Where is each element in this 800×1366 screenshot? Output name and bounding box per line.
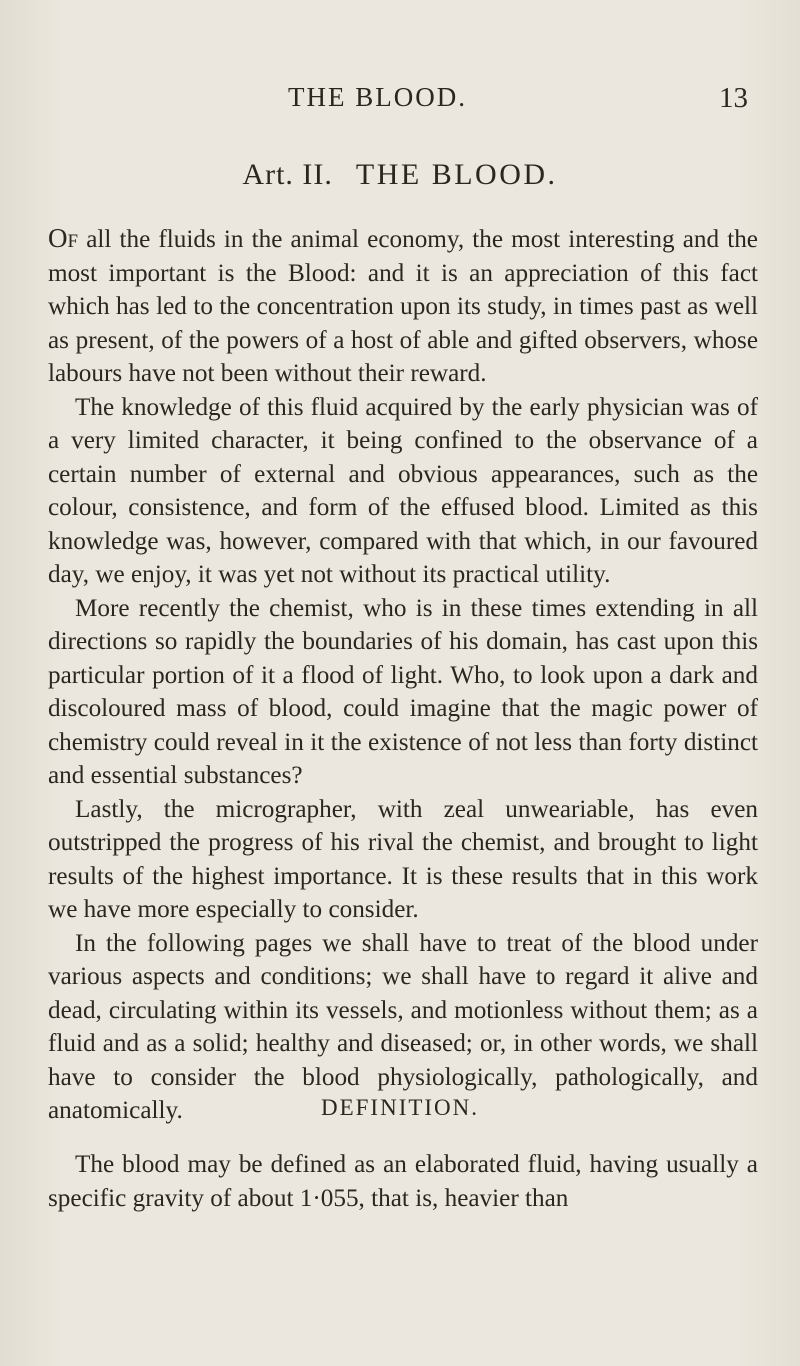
running-head [0,82,800,126]
paragraph-3: More recently the chemist, who is in these times extending in all directions so rapidly the boundaries of his domain, has cast upon this particular portion of it a flood of light. Who, to look upon a dark and discoloured mass of blood, could imagine that the magic power of chemistry could reveal in it the existence of not less than forty distinct and essential substances? [48,594,758,789]
page-number: 13 [719,82,748,114]
paragraph-1 [48,222,758,391]
paragraph-2: The knowledge of this fluid acquired by the early physician was of a very limited character, it being confined to the observance of a certain number of external and obvious appearances, such as the colour, consistence, and form of the effused blood. Limited as this knowledge was, however, compared with that which, in our favoured day, we enjoy, it was yet not without its practical utility. [48,393,758,588]
paragraph-1-opening: Of [48,223,79,253]
article-label: Art. II. [242,158,333,191]
paragraph-5: In the following pages we shall have to treat of the blood under various aspects and conditions; we shall have to regard it alive and dead, circulating within its vessels, and motionless without them; as a fluid and as a solid; healthy and diseased; or, in other words, we shall have to consider the blood physiologically, pathologically, and anatomically. [48,929,758,1124]
running-head-title: THE BLOOD. [288,82,467,112]
paragraph-1-text: all the fluids in the animal economy, the most interesting and the most important is the Blood: and it is an appreciation of this fact which has led to the concentration upon its study, in times past as well as present, of the powers of a host of able and gifted observers, whose labours have not been without their reward. [48,226,758,387]
article-body [48,222,758,1128]
article-title: THE BLOOD. [355,158,558,191]
section-heading: DEFINITION. [320,1095,480,1120]
paragraph-4: Lastly, the micrographer, with zeal unweariable, has even outstripped the progress of his rival the chemist, and brought to light results of the highest importance. It is these results that in this work we have more especially to consider. [48,795,758,923]
article-heading [0,158,800,192]
definition-paragraph: The blood may be defined as an elaborated fluid, having usually a specific gravity of about 1·055, that is, heavier than [48,1151,758,1212]
